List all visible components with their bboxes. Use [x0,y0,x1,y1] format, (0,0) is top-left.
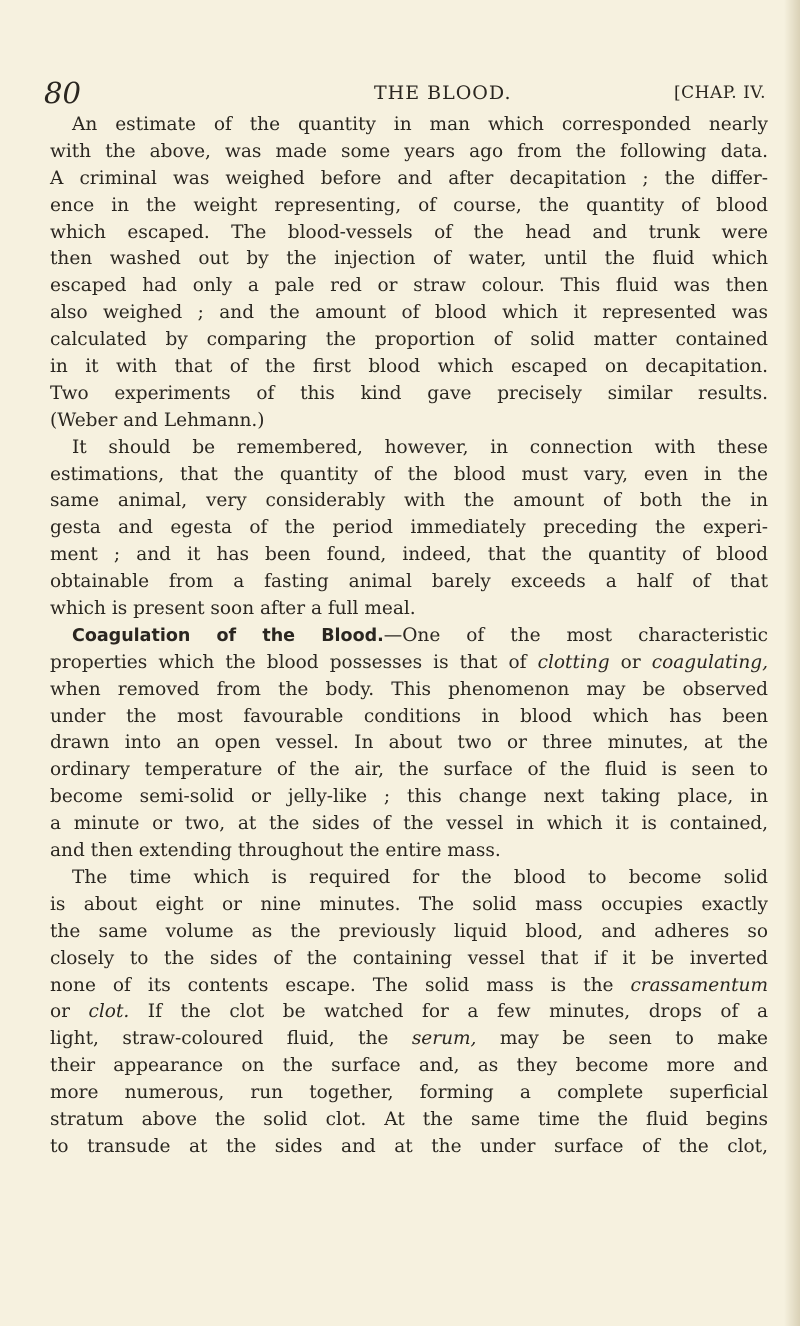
text-line: stratum above the solid clot. At the same time the fluid begins [50,1108,768,1130]
text-line: ordinary temperature of the air, the surface of the fluid is seen to [50,759,768,781]
text-line: calculated by comparing the proportion of solid matter contained [50,329,768,351]
italic-term: crassamentum [630,974,768,996]
italic-term: clotting [537,651,610,673]
page-number: 80 [44,76,81,110]
text-run: If the clot be watched for a few minutes, drops of a [129,1001,768,1023]
section-heading-line [50,623,768,650]
text-line: in it with that of the first blood which escaped on decapitation. [50,356,768,378]
text-line: and then extending throughout the entire mass. [50,840,501,862]
text-line: escaped had only a pale red or straw colour. This fluid was then [50,275,768,297]
text-line: gesta and egesta of the period immediately preceding the experi- [50,517,768,539]
chapter-marker: [CHAP. IV. [674,83,766,103]
text-line: closely to the sides of the containing vessel that if it be inverted [50,947,768,969]
text-line: the same volume as the previously liquid blood, and adheres so [50,920,768,942]
page-body [50,112,768,1161]
running-header [44,78,766,108]
text-run: properties which the blood possesses is that of [50,651,538,673]
page-edge-shadow [784,0,800,1326]
text-line: also weighed ; and the amount of blood which it represented was [50,302,768,324]
text-line [50,999,768,1026]
text-run: or [609,651,652,673]
text-line: estimations, that the quantity of the blood must vary, even in the [50,463,768,485]
text-line: An estimate of the quantity in man which corresponded nearly [72,114,768,135]
text-line: become semi-solid or jelly-like ; this change next taking place, in [50,786,768,808]
text-line: is about eight or nine minutes. The solid mass occupies exactly [50,893,768,915]
text-run: may be seen to make [476,1028,768,1050]
text-line: when removed from the body. This phenomenon may be observed [50,678,768,700]
text-line: same animal, very considerably with the amount of both the in [50,490,768,512]
italic-term: coagulating, [651,651,768,673]
text-line: more numerous, run together, forming a complete superficial [50,1082,768,1104]
text-line: a minute or two, at the sides of the vessel in which it is contained, [50,813,768,835]
text-run: or [50,1001,89,1023]
italic-term: clot. [88,1001,130,1023]
text-line: obtainable from a fasting animal barely exceeds a half of that [50,571,768,593]
text-line: which is present soon after a full meal. [50,598,416,620]
text-line: to transude at the sides and at the under surface of the clot, [50,1135,768,1157]
text-line: their appearance on the surface and, as they become more and [50,1055,768,1077]
text-line: under the most favourable conditions in blood which has been [50,705,768,727]
text-line [50,973,768,1000]
running-title: THE BLOOD. [374,82,512,104]
text-line: The time which is required for the blood to become solid [72,866,768,888]
text-line: then washed out by the injection of water, until the fluid which [50,248,768,270]
text-run: none of its contents escape. The solid mass is the [50,974,631,996]
text-run: —One of the most characteristic [383,624,768,646]
text-line: Two experiments of this kind gave precisely similar results. [50,382,768,404]
text-line [50,1026,768,1053]
text-line: A criminal was weighed before and after decapitation ; the differ- [50,167,768,189]
text-line: drawn into an open vessel. In about two or three minutes, at the [50,732,768,754]
section-heading: Coagulation of the Blood. [72,625,384,646]
text-line [50,650,768,677]
text-line: which escaped. The blood-vessels of the head and trunk were [50,221,768,243]
text-line: (Weber and Lehmann.) [50,409,265,431]
text-run: light, straw-coloured fluid, the [50,1028,412,1050]
text-line: ence in the weight representing, of course, the quantity of blood [50,194,768,216]
text-line: It should be remembered, however, in connection with these [72,436,768,458]
italic-term: serum, [411,1028,477,1050]
text-line: ment ; and it has been found, indeed, that the quantity of blood [50,544,768,566]
text-line: with the above, was made some years ago from the following data. [50,140,768,162]
